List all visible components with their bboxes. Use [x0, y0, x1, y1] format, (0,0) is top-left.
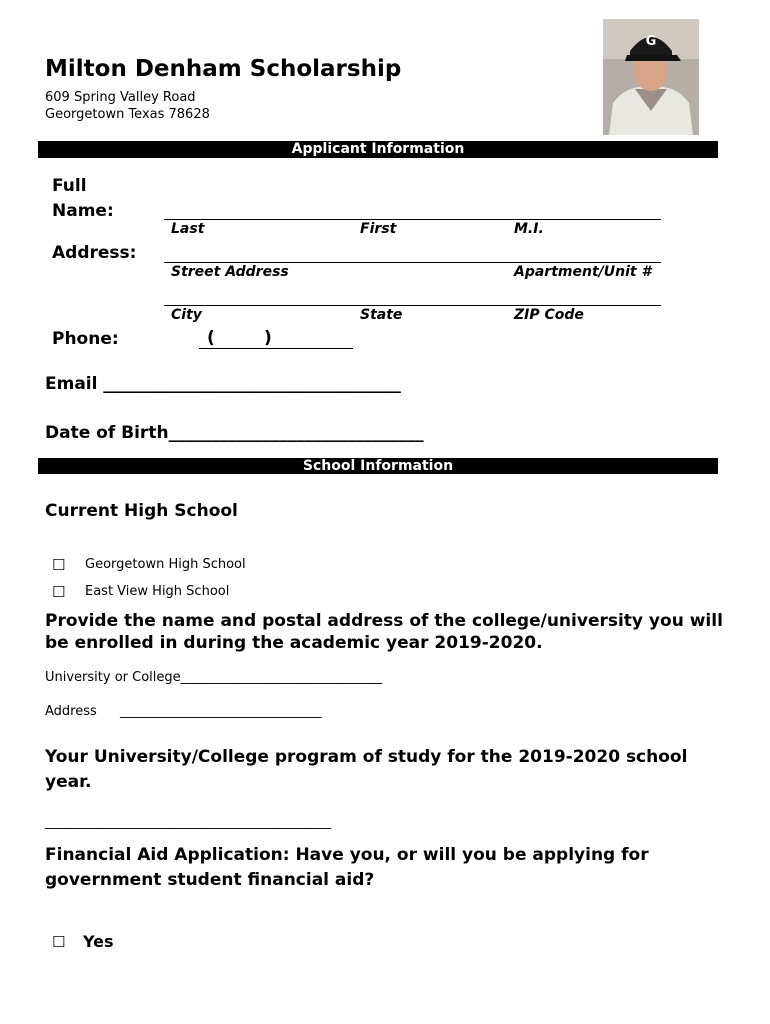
- city-field[interactable]: [164, 305, 360, 306]
- phone-paren-open: (: [207, 328, 215, 348]
- dob-field[interactable]: ______________________________: [168, 423, 424, 443]
- option-yes[interactable]: [52, 932, 114, 951]
- address-line-1: 609 Spring Valley Road: [45, 90, 196, 105]
- checkbox-icon[interactable]: ☐: [52, 556, 66, 574]
- city-caption: City: [171, 307, 202, 323]
- baseball-player-photo: [603, 19, 699, 135]
- financial-aid-question: Financial Aid Application: Have you, or will you be applying for government student financial aid?: [45, 845, 649, 890]
- checkbox-icon[interactable]: ☐: [52, 583, 66, 601]
- option-georgetown[interactable]: [52, 556, 246, 574]
- program-field[interactable]: ____________________________________________: [45, 815, 331, 830]
- current-hs-label: Current High School: [45, 501, 238, 521]
- apt-field[interactable]: [514, 262, 661, 263]
- college-address-label: Address: [45, 704, 97, 719]
- university-row[interactable]: [45, 670, 382, 685]
- apt-caption: Apartment/Unit #: [514, 264, 652, 280]
- option-east-view[interactable]: [52, 583, 230, 601]
- last-name-field[interactable]: [164, 219, 360, 220]
- section-bar-school: School Information: [38, 458, 718, 474]
- college-address-field[interactable]: _______________________________: [120, 704, 322, 719]
- college-question: Provide the name and postal address of the college/university you will be enrolled in during the academic year 2019-2020.: [45, 611, 723, 653]
- email-label: Email: [45, 374, 98, 394]
- state-caption: State: [360, 307, 403, 323]
- street-field[interactable]: [164, 262, 514, 263]
- cap-letter: G: [645, 34, 657, 49]
- dob-row[interactable]: [45, 423, 424, 443]
- email-field[interactable]: ___________________________________: [103, 374, 401, 394]
- state-field[interactable]: [360, 305, 514, 306]
- full-label: Full: [52, 176, 87, 196]
- name-label: Name:: [52, 201, 114, 221]
- university-field[interactable]: _______________________________: [180, 670, 383, 685]
- phone-label: Phone:: [52, 329, 119, 349]
- phone-paren-close: ): [264, 328, 272, 348]
- yes-label: Yes: [83, 932, 114, 951]
- option-label: Georgetown High School: [85, 557, 246, 572]
- zip-field[interactable]: [514, 305, 661, 306]
- first-name-field[interactable]: [360, 219, 514, 220]
- applicant-photo: [603, 19, 699, 135]
- form-title: Milton Denham Scholarship: [45, 56, 402, 82]
- last-caption: Last: [171, 221, 205, 237]
- zip-caption: ZIP Code: [514, 307, 584, 323]
- email-row[interactable]: [45, 374, 401, 394]
- street-caption: Street Address: [171, 264, 289, 280]
- phone-field[interactable]: [199, 348, 353, 349]
- address-label: Address:: [52, 243, 137, 263]
- checkbox-icon[interactable]: ☐: [52, 933, 66, 951]
- mi-caption: M.I.: [514, 221, 544, 237]
- university-label: University or College: [45, 670, 181, 685]
- address-line-2: Georgetown Texas 78628: [45, 107, 210, 122]
- mi-field[interactable]: [514, 219, 661, 220]
- option-label: East View High School: [85, 584, 230, 599]
- first-caption: First: [360, 221, 397, 237]
- program-question: Your University/College program of study for the 2019-2020 school year.: [45, 747, 688, 792]
- dob-label: Date of Birth: [45, 423, 169, 443]
- section-bar-applicant: Applicant Information: [38, 141, 718, 158]
